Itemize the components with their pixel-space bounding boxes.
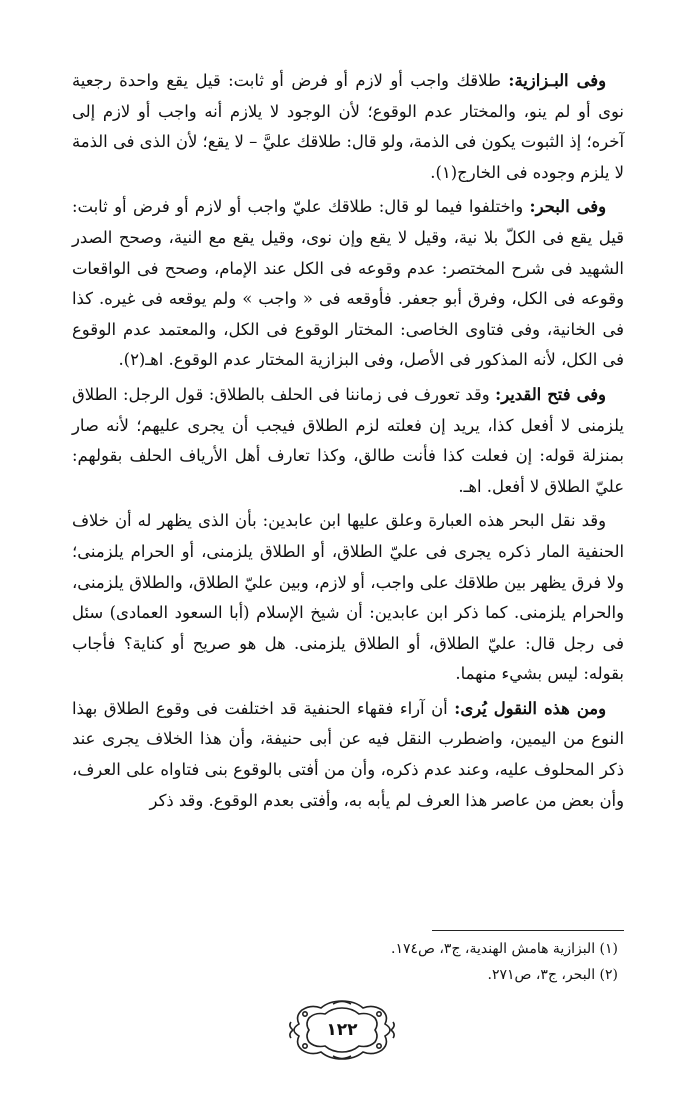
page-number-ornament	[285, 998, 399, 1062]
paragraph-text: وقد نقل البحر هذه العبارة وعلق عليها ابن عابدين: بأن الذى يظهر له أن خلاف الحنفية المار ذكره يجرى فى عليّ الطلاق، أو الطلاق يلزمنى، أو الحرام يلزمنى؛ ولا فرق يظهر بين طلاقك على واجب، أو لازم، وبين عليّ الطلاق، والطلاق يلزمنى، والحرام يلزمنى. كما ذكر ابن عابدين: أن شيخ الإسلام (أبا السعود العمادى) سئل فى رجل قال: عليّ الطلاق، أو الطلاق يلزمنى. هل هو صريح أو كناية؟ فأجاب بقوله: ليس بشيء منهما.	[72, 511, 624, 684]
paragraph-lead: وفى البـزازية:	[508, 71, 606, 90]
footnotes	[72, 936, 624, 988]
paragraph-lead: وفى البحر:	[529, 197, 606, 217]
footnote-2: (٢) البحر، ج٣، ص٢٧١.	[487, 967, 618, 983]
paragraph-text: أن آراء فقهاء الحنفية قد اختلفت فى وقوع الطلاق بهذا النوع من اليمين، واضطرب النقل فيه عن أبى حنيفة، وأن هذا الخلاف يجرى عند ذكر المحلوف عليه، وعند عدم ذكره، وأن من أفتى بالوقوع بنى فتاواه على العرف، وأن بعض من عاصر هذا العرف لم يأبه به، وأفتى بعدم الوقوع. وقد ذكر	[72, 698, 624, 810]
document-body	[72, 66, 624, 820]
footnote-1: (١) البزازية هامش الهندية، ج٣، ص١٧٤.	[390, 941, 618, 957]
paragraph-text: واختلفوا فيما لو قال: طلاقك عليّ واجب أو لازم أو فرض أو ثابت: قيل يقع فى الكلّ بلا نية، وقيل لا يقع وإن نوى، وقيل يقع مع النية، وصحح الصدر الشهيد فى شرح المختصر: عدم وقوعه فى الكل عند الإمام، وصحح فى الواقعات وقوعه فى الكل، وفرق أبو جعفر. فأوقعه فى « واجب » ولم يوقعه فى غيره. كذا فى الخانية، وفى فتاوى الخاصى: المختار الوقوع فى الكل، والمعتمد عدم الوقوع فى الكل، لأنه المذكور فى الأصل، وفى البزازية المختار عدم الوقوع. اهـ(٢).	[72, 197, 624, 370]
paragraph-conclusion	[72, 694, 624, 816]
page-number: ١٢٢	[326, 1020, 358, 1040]
footnote-divider	[432, 930, 624, 931]
paragraph-text: طلاقك واجب أو لازم أو فرض أو ثابت: قيل يقع واحدة رجعية نوى أو لم ينو، والمختار عدم الوقوع؛ لأن الوجود لا يلازم أنه واجب أو لازم إلى آخره؛ إذ الثبوت يكون فى الذمة، ولو قال: طلاقك عليَّ – لا يقع؛ لأن الذى فى الذمة لا يلزم وجوده فى الخارج(١).	[72, 71, 624, 182]
paragraph-bahr	[72, 192, 624, 376]
paragraph-ibn-abidin	[72, 506, 624, 690]
paragraph-text: وقد تعورف فى زماننا فى الحلف بالطلاق: قول الرجل: الطلاق يلزمنى لا أفعل كذا، يريد إن فعلته لزم الطلاق فيجب أن يجرى عليهم؛ لأنه صار بمنزلة قوله: إن فعلت كذا فأنت طالق، وكذا تعارف أهل الأرياف الحلف بقولهم: عليّ الطلاق لا أفعل. اهـ.	[72, 384, 624, 496]
paragraph-bazzaziya	[72, 66, 624, 188]
paragraph-lead: ومن هذه النقول يُرى:	[454, 698, 607, 718]
paragraph-lead: وفى فتح القدير:	[495, 384, 606, 404]
paragraph-fath-al-qadir	[72, 380, 624, 502]
